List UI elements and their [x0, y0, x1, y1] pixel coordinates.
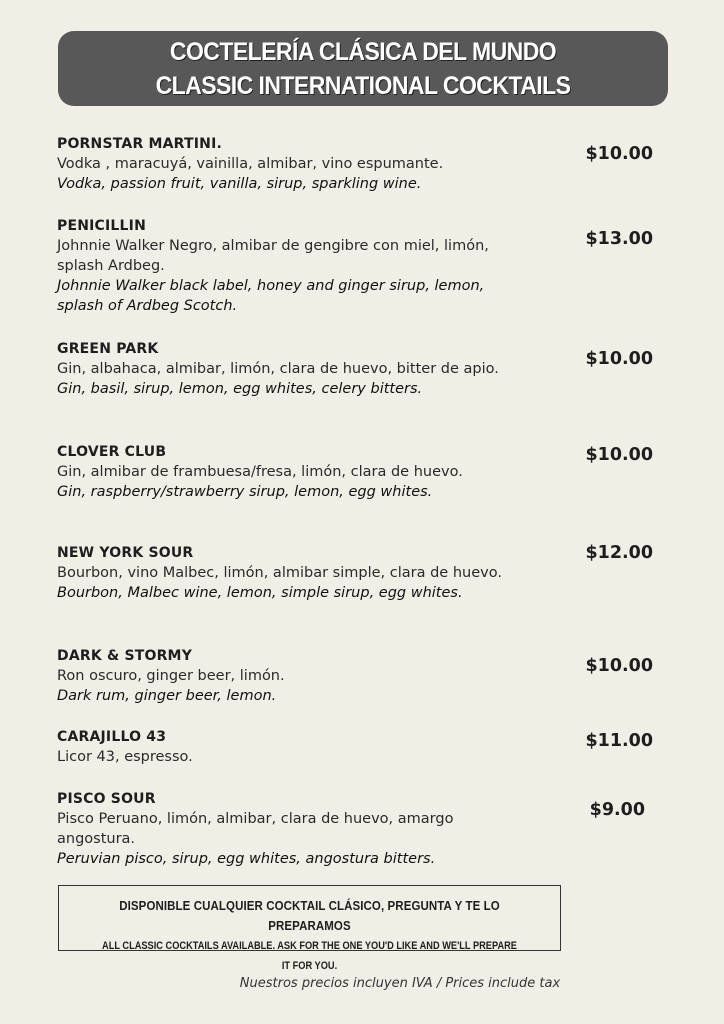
item-name: CARAJILLO 43 — [57, 729, 167, 745]
header-title-es: COCTELERÍA CLÁSICA DEL MUNDO — [169, 38, 557, 66]
item-name: CLOVER CLUB — [57, 444, 167, 460]
classic-cocktails-notice — [58, 885, 561, 972]
menu-item-clover-club — [57, 442, 677, 502]
item-description-en: Johnnie Walker black label, honey and ginger sirup, lemon, splash of Ardbeg Scotch. — [57, 278, 485, 314]
item-description-es: Gin, almibar de frambuesa/fresa, limón, clara de huevo. — [57, 464, 463, 480]
item-description-es: Johnnie Walker Negro, almibar de gengibre con miel, limón, splash Ardbeg. — [57, 238, 489, 274]
item-price: $10.00 — [585, 656, 653, 676]
notice-line-es: DISPONIBLE CUALQUIER COCKTAIL CLÁSICO, PREGUNTA Y TE LO PREPARAMOS — [119, 899, 500, 933]
item-description-es: Bourbon, vino Malbec, limón, almibar simple, clara de huevo. — [57, 565, 502, 581]
menu-item-pornstar-martini — [57, 134, 677, 194]
item-description-es: Ron oscuro, ginger beer, limón. — [57, 668, 285, 684]
tax-footer: Nuestros precios incluyen IVA / Prices include tax — [239, 976, 561, 991]
item-name: PISCO SOUR — [57, 791, 156, 807]
item-price: $10.00 — [585, 445, 653, 465]
item-name: NEW YORK SOUR — [57, 545, 194, 561]
item-description-en: Dark rum, ginger beer, lemon. — [57, 688, 277, 704]
item-description-en: Gin, raspberry/strawberry sirup, lemon, egg whites. — [57, 484, 433, 500]
item-name: PENICILLIN — [57, 218, 147, 234]
item-name: DARK & STORMY — [57, 648, 193, 664]
menu-item-penicillin — [57, 216, 677, 316]
header-title-en: CLASSIC INTERNATIONAL COCKTAILS — [155, 72, 571, 100]
notice-line-en: ALL CLASSIC COCKTAILS AVAILABLE. ASK FOR THE ONE YOU'D LIKE AND WE'LL PREPARE IT FOR YOU. — [102, 940, 517, 972]
menu-item-carajillo-43 — [57, 727, 677, 767]
item-price: $9.00 — [589, 800, 645, 820]
item-price: $10.00 — [585, 349, 653, 369]
item-description-en: Gin, basil, sirup, lemon, egg whites, celery bitters. — [57, 381, 423, 397]
menu-item-green-park — [57, 339, 677, 399]
item-name: PORNSTAR MARTINI. — [57, 136, 223, 152]
item-description-en: Bourbon, Malbec wine, lemon, simple sirup, egg whites. — [57, 585, 463, 601]
item-name: GREEN PARK — [57, 341, 159, 357]
item-description-es: Licor 43, espresso. — [57, 749, 193, 765]
item-description-es: Vodka , maracuyá, vainilla, almibar, vino espumante. — [57, 156, 444, 172]
item-description-en: Peruvian pisco, sirup, egg whites, angostura bitters. — [57, 851, 436, 867]
item-price: $13.00 — [585, 229, 653, 249]
item-price: $10.00 — [585, 144, 653, 164]
item-description-en: Vodka, passion fruit, vanilla, sirup, sparkling wine. — [57, 176, 422, 192]
item-description-es: Pisco Peruano, limón, almibar, clara de huevo, amargo angostura. — [57, 811, 454, 847]
menu-header — [58, 31, 668, 106]
menu-item-new-york-sour — [57, 543, 677, 603]
menu-item-dark-and-stormy — [57, 646, 677, 706]
item-price: $11.00 — [585, 731, 653, 751]
menu-item-pisco-sour — [57, 789, 677, 869]
item-description-es: Gin, albahaca, almibar, limón, clara de huevo, bitter de apio. — [57, 361, 499, 377]
item-price: $12.00 — [585, 543, 653, 563]
